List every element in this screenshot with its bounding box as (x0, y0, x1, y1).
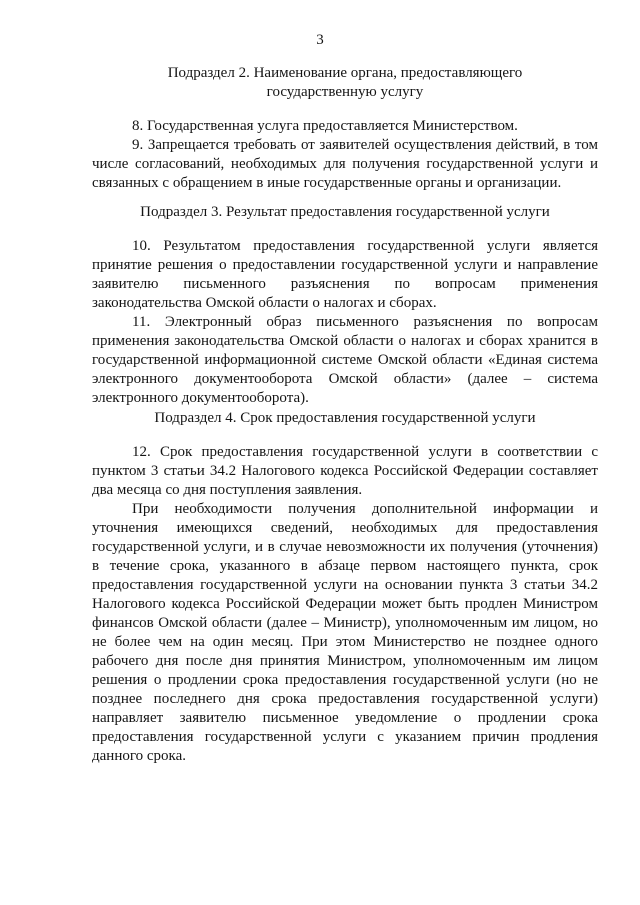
subsection-4-heading: Подраздел 4. Срок предоставления государственной услуги (154, 410, 536, 426)
paragraph-12: 12. Срок предоставления государственной услуги в соответствии с пунктом 3 статьи 34.2 Налогового кодекса Российской Федерации составляет два месяца со дня поступления заявления. (92, 444, 598, 498)
paragraph-11: 11. Электронный образ письменного разъяснения по вопросам применения законодательства Омской области о налогах и сборах хранится в государственной информационной системе Омской области «Единая система электронного документооборота Омской области» (далее – система электронного документооборота). (92, 314, 598, 406)
subsection-4-body (92, 443, 598, 766)
subsection-3-heading: Подраздел 3. Результат предоставления государственной услуги (140, 204, 550, 220)
paragraph-9: 9. Запрещается требовать от заявителей осуществления действий, в том числе согласований, необходимых для получения государственной услуги и связанных с обращением в иные государственные органы и организации. (92, 137, 598, 191)
page-number: 3 (316, 32, 324, 48)
paragraph-12-continuation: При необходимости получения дополнительной информации и уточнения имеющихся сведений, необходимых для предоставления государственной услуги, и в случае невозможности их получения (уточнения) в течение срока, указанного в абзаце первом настоящего пункта, срок предоставления государственной услуги на основании пункта 3 статьи 34.2 Налогового кодекса Российской Федерации может быть продлен Министром финансов Омской области (далее – Министр), уполномоченным им лицом, но не более чем на один месяц. При этом Министерство не позднее одного рабочего дня после дня принятия Министром, уполномоченным им лицом решения о продлении срока предоставления государственной услуги (но не позднее последнего дня срока предоставления государственной услуги) направляет заявителю письменное уведомление о продлении срока предоставления государственной услуги с указанием причин продления данного срока. (92, 501, 598, 764)
subsection-2-body (92, 117, 598, 193)
subsection-2-heading-line-1: Подраздел 2. Наименование органа, предоставляющего (167, 65, 523, 81)
paragraph-10: 10. Результатом предоставления государственной услуги является принятие решения о предоставлении государственной услуги и направление заявителю письменного разъяснения по вопросам применения законодательства Омской области о налогах и сборах. (92, 238, 598, 311)
paragraph-8: 8. Государственная услуга предоставляется Министерством. (132, 118, 518, 134)
subsection-2-heading (92, 64, 598, 102)
subsection-3-body (92, 237, 598, 408)
subsection-2-heading-line-2: государственную услугу (266, 84, 424, 100)
